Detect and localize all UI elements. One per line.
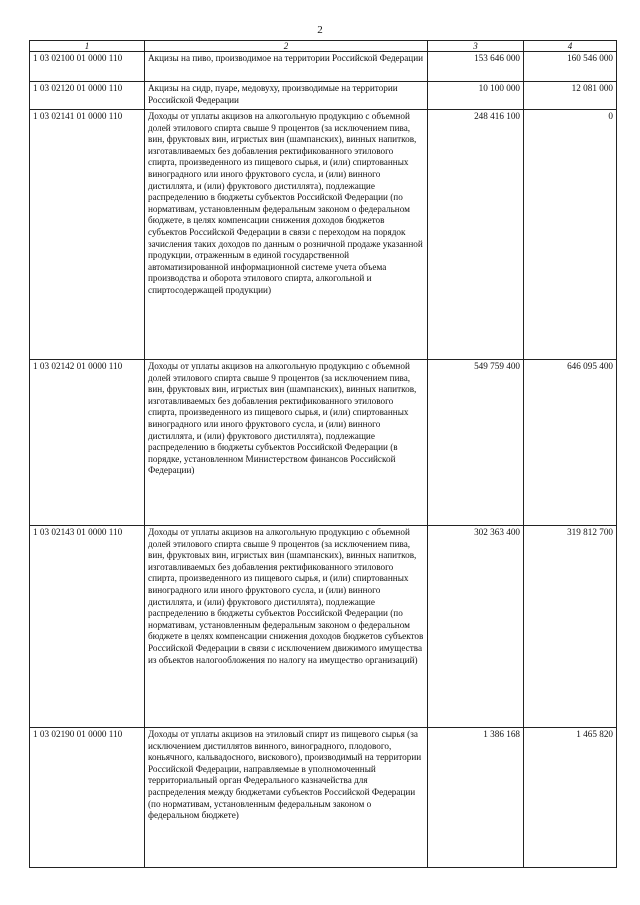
amount-column-4: 12 081 000 — [524, 82, 617, 110]
page-number: 2 — [317, 24, 323, 36]
income-description: Акцизы на сидр, пуаре, медовуху, производимые на территории Российской Федерации — [145, 82, 428, 110]
income-code: 1 03 02120 01 0000 110 — [30, 82, 145, 110]
amount-column-4: 160 546 000 — [524, 52, 617, 82]
amount-column-4: 319 812 700 — [524, 526, 617, 728]
table-row — [30, 52, 617, 82]
income-description: Доходы от уплаты акцизов на этиловый спирт из пищевого сырья (за исключением дистиллятов винного, виноградного, плодового, коньячного, кальвадосного, вискового), производимый на территории Российской Федерации, направляемые в уполномоченный территориальный орган Федерального казначейства для распределения между бюджетами субъектов Российской Федерации (по нормативам, установленным федеральным законом о федеральном бюджете) — [145, 728, 428, 868]
revenue-table — [29, 40, 617, 868]
column-header-value-3: 3 — [428, 41, 524, 52]
income-description: Доходы от уплаты акцизов на алкогольную продукцию с объемной долей этилового спирта свыше 9 процентов (за исключением пива, вин, фруктовых вин, игристых вин (шампанских), винных напитков, изготавливаемых без добавления ректификованного этилового спирта, произведенного из пищевого сырья, и (или) спиртованных виноградного или иного фруктового сусла, и (или) винного дистиллята, и (или) фруктового дистиллята), подлежащие распределению в бюджеты субъектов Российской Федерации (по нормативам, установленным федеральным законом о федеральном бюджете, в целях компенсации снижения доходов бюджетов субъектов Российской Федерации в связи с переходом на порядок зачисления таких доходов по данным о розничной продаже указанной продукции, отраженным в единой государственной автоматизированной информационной системе учета объема производства и оборота этилового спирта, алкогольной и спиртосодержащей продукции) — [145, 110, 428, 360]
table-header-row — [30, 41, 617, 52]
column-header-description: 2 — [145, 41, 428, 52]
income-code: 1 03 02143 01 0000 110 — [30, 526, 145, 728]
amount-column-3: 248 416 100 — [428, 110, 524, 360]
table-row — [30, 728, 617, 868]
income-code: 1 03 02142 01 0000 110 — [30, 360, 145, 526]
income-code: 1 03 02190 01 0000 110 — [30, 728, 145, 868]
income-description: Акцизы на пиво, производимое на территории Российской Федерации — [145, 52, 428, 82]
amount-column-4: 0 — [524, 110, 617, 360]
income-description: Доходы от уплаты акцизов на алкогольную продукцию с объемной долей этилового спирта свыше 9 процентов (за исключением пива, вин, фруктовых вин, игристых вин (шампанских), винных напитков, изготавливаемых без добавления ректификованного этилового спирта, произведенного из пищевого сырья, и (или) спиртованных виноградного или иного фруктового сусла, и (или) винного дистиллята, и (или) фруктового дистиллята), подлежащие распределению в бюджеты субъектов Российской Федерации (по нормативам, установленным федеральным законом о федеральном бюджете в целях компенсации снижения доходов бюджетов субъектов Российской Федерации в связи с исключением движимого имущества из объектов налогообложения по налогу на имущество организаций) — [145, 526, 428, 728]
table-row — [30, 360, 617, 526]
table-row — [30, 82, 617, 110]
income-code: 1 03 02141 01 0000 110 — [30, 110, 145, 360]
amount-column-3: 1 386 168 — [428, 728, 524, 868]
table-row — [30, 110, 617, 360]
amount-column-4: 646 095 400 — [524, 360, 617, 526]
income-code: 1 03 02100 01 0000 110 — [30, 52, 145, 82]
income-description: Доходы от уплаты акцизов на алкогольную продукцию с объемной долей этилового спирта свыше 9 процентов (за исключением пива, вин, фруктовых вин, игристых вин (шампанских), винных напитков, изготавливаемых без добавления ректификованного этилового спирта, произведенного из пищевого сырья, и (или) спиртованных виноградного или иного фруктового сусла, и (или) винного дистиллята, и (или) фруктового дистиллята), подлежащие распределению в бюджеты субъектов Российской Федерации (в порядке, установленном Министерством финансов Российской Федерации) — [145, 360, 428, 526]
amount-column-4: 1 465 820 — [524, 728, 617, 868]
column-header-code: 1 — [30, 41, 145, 52]
table-row — [30, 526, 617, 728]
column-header-value-4: 4 — [524, 41, 617, 52]
amount-column-3: 549 759 400 — [428, 360, 524, 526]
amount-column-3: 153 646 000 — [428, 52, 524, 82]
amount-column-3: 10 100 000 — [428, 82, 524, 110]
amount-column-3: 302 363 400 — [428, 526, 524, 728]
